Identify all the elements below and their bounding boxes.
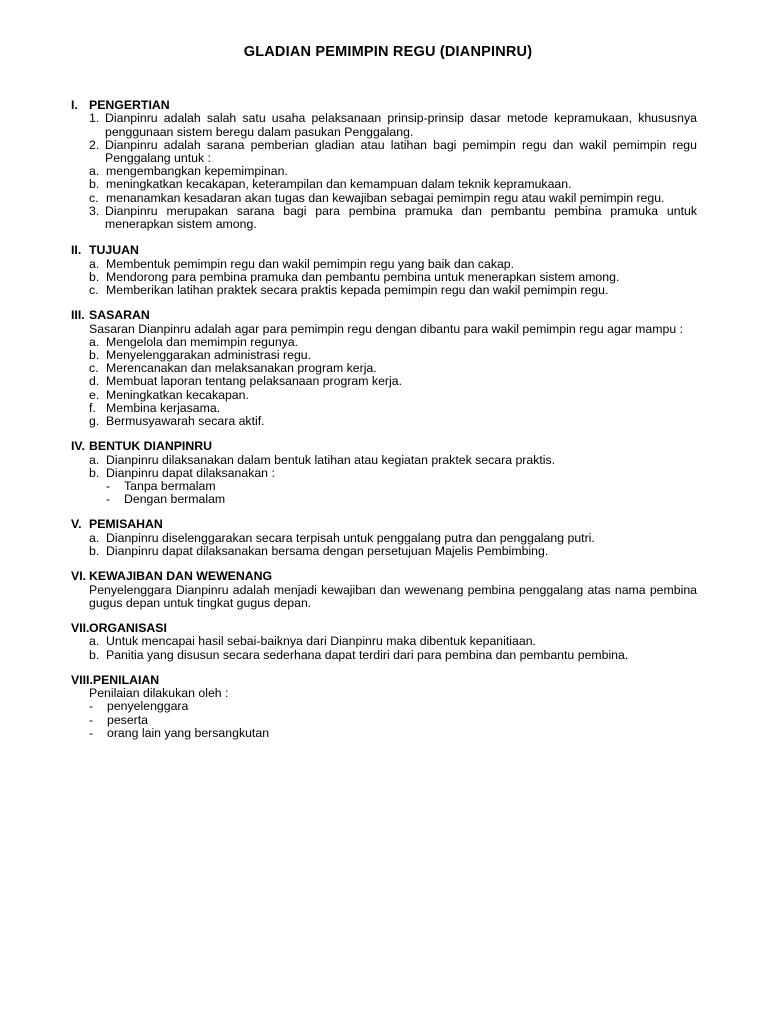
list-text: Dianpinru diselenggarakan secara terpisah untuk penggalang putra dan penggalang putri. bbox=[106, 530, 595, 545]
list-text: Panitia yang disusun secara sederhana dapat terdiri dari para pembina dan pembantu pembina. bbox=[106, 647, 629, 662]
list-text: orang lain yang bersangkutan bbox=[107, 725, 270, 740]
section-pemisahan bbox=[71, 518, 697, 558]
list-item bbox=[71, 649, 697, 662]
list-marker: c. bbox=[89, 283, 99, 298]
list-item bbox=[71, 205, 697, 231]
section-title: BENTUK DIANPINRU bbox=[89, 439, 212, 454]
list-text: Mengelola dan memimpin regunya. bbox=[106, 334, 299, 349]
list-item bbox=[71, 139, 697, 165]
list-marker: - bbox=[106, 492, 111, 507]
list-marker: c. bbox=[89, 361, 99, 376]
section-number: VII. bbox=[71, 621, 90, 636]
section-title: ORGANISASI bbox=[89, 621, 167, 636]
section-heading bbox=[71, 440, 697, 453]
list-marker: a. bbox=[89, 334, 100, 349]
section-heading bbox=[71, 244, 697, 257]
list-text: Dianpinru adalah salah satu usaha pelaksanaan prinsip-prinsip dasar metode kepramukaan, khususnya penggunaan sistem beregu dalam pasukan Penggalang. bbox=[105, 111, 697, 139]
list-text: Dianpinru adalah sarana pemberian gladian atau latihan bagi pemimpin regu dan wakil pemimpin regu Penggalang untuk : bbox=[105, 137, 697, 165]
list-item bbox=[71, 258, 697, 271]
section-number: IV. bbox=[71, 439, 85, 454]
list-text: Dengan bermalam bbox=[124, 492, 226, 507]
section-title: PENGERTIAN bbox=[89, 98, 170, 112]
section-number: V. bbox=[71, 517, 82, 532]
list-text: Tanpa bermalam bbox=[124, 479, 216, 494]
document-page bbox=[71, 0, 697, 740]
list-item bbox=[71, 415, 697, 428]
section-heading bbox=[71, 622, 697, 635]
list-item bbox=[71, 112, 697, 138]
list-marker: a. bbox=[89, 164, 100, 179]
list-marker: - bbox=[89, 699, 94, 714]
section-heading bbox=[71, 570, 697, 583]
list-marker: - bbox=[106, 479, 111, 494]
list-marker: b. bbox=[89, 177, 100, 192]
list-text: Meningkatkan kecakapan. bbox=[106, 387, 249, 402]
list-marker: - bbox=[89, 712, 94, 727]
section-number: VI. bbox=[71, 569, 87, 584]
document-title: GLADIAN PEMIMPIN REGU (DIANPINRU) bbox=[243, 44, 533, 60]
list-marker: b. bbox=[89, 465, 100, 480]
list-marker: f. bbox=[89, 400, 96, 415]
list-text: Dianpinru dilaksanakan dalam bentuk latihan atau kegiatan praktek secara praktis. bbox=[106, 452, 556, 467]
list-text: peserta bbox=[107, 712, 149, 727]
list-text: Bermusyawarah secara aktif. bbox=[106, 414, 265, 429]
list-marker: 3. bbox=[89, 203, 100, 218]
list-item bbox=[71, 727, 697, 740]
list-text: Mendorong para pembina pramuka dan pembantu pembina untuk menerapkan sistem among. bbox=[106, 269, 620, 284]
section-intro: Sasaran Dianpinru adalah agar para pemimpin regu dengan dibantu para wakil pemimpin regu agar mampu : bbox=[89, 321, 684, 336]
list-marker: b. bbox=[89, 269, 100, 284]
list-text: Dianpinru dapat dilaksanakan : bbox=[106, 465, 275, 480]
list-marker: a. bbox=[89, 256, 100, 271]
list-item bbox=[71, 635, 697, 648]
list-marker: - bbox=[89, 725, 94, 740]
section-pengertian bbox=[71, 99, 697, 231]
list-marker: a. bbox=[89, 530, 100, 545]
section-title: PEMISAHAN bbox=[89, 517, 163, 532]
section-heading bbox=[71, 518, 697, 531]
list-text: Untuk mencapai hasil sebai-baiknya dari Dianpinru maka dibentuk kepanitiaan. bbox=[106, 634, 536, 649]
list-marker: d. bbox=[89, 374, 100, 389]
list-item bbox=[71, 454, 697, 467]
list-marker: b. bbox=[89, 544, 100, 559]
list-text: mengembangkan kepemimpinan. bbox=[106, 164, 288, 179]
list-text: Merencanakan dan melaksanakan program kerja. bbox=[106, 361, 377, 376]
section-intro: Penyelenggara Dianpinru adalah menjadi kewajiban dan wewenang pembina penggalang atas nama pembina gugus depan untuk tingkat gugus depan. bbox=[89, 582, 697, 610]
list-marker: b. bbox=[89, 348, 100, 363]
list-text: Membina kerjasama. bbox=[106, 400, 221, 415]
section-sasaran bbox=[71, 309, 697, 428]
list-text: Dianpinru dapat dilaksanakan bersama dengan persetujuan Majelis Pembimbing. bbox=[106, 544, 549, 559]
list-item bbox=[71, 178, 697, 191]
section-tujuan bbox=[71, 244, 697, 297]
section-title: KEWAJIBAN DAN WEWENANG bbox=[89, 569, 273, 584]
section-title: TUJUAN bbox=[89, 243, 139, 258]
list-marker: 2. bbox=[89, 137, 100, 152]
list-item bbox=[71, 545, 697, 558]
list-item bbox=[71, 700, 697, 713]
list-text: Menyelenggarakan administrasi regu. bbox=[106, 348, 312, 363]
list-text: Membuat laporan tentang pelaksanaan program kerja. bbox=[106, 374, 402, 389]
list-marker: g. bbox=[89, 414, 100, 429]
section-number: I. bbox=[71, 98, 78, 112]
list-item bbox=[71, 284, 697, 297]
list-item bbox=[71, 192, 697, 205]
section-bentuk-dianpinru bbox=[71, 440, 697, 506]
list-text: Membentuk pemimpin regu dan wakil pemimpin regu yang baik dan cakap. bbox=[106, 256, 515, 271]
section-organisasi bbox=[71, 622, 697, 662]
section-penilaian bbox=[71, 674, 697, 740]
list-text: penyelenggara bbox=[107, 699, 189, 714]
section-heading bbox=[71, 674, 697, 687]
list-marker: 1. bbox=[89, 111, 100, 126]
list-marker: a. bbox=[89, 634, 100, 649]
list-item bbox=[71, 493, 697, 506]
list-marker: a. bbox=[89, 452, 100, 467]
list-text: meningkatkan kecakapan, keterampilan dan kemampuan dalam teknik kepramukaan. bbox=[106, 177, 572, 192]
section-title: PENILAIAN bbox=[92, 672, 160, 687]
list-marker: c. bbox=[89, 190, 99, 205]
list-marker: e. bbox=[89, 387, 100, 402]
section-intro: Penilaian dilakukan oleh : bbox=[89, 686, 229, 701]
list-item bbox=[71, 714, 697, 727]
list-text: Memberikan latihan praktek secara praktis kepada pemimpin regu dan wakil pemimpin regu. bbox=[106, 283, 609, 298]
section-number: II. bbox=[71, 243, 82, 258]
list-item bbox=[71, 375, 697, 388]
list-text: menanamkan kesadaran akan tugas dan kewajiban sebagai pemimpin regu atau wakil pemimpin regu. bbox=[106, 190, 665, 205]
list-text: Dianpinru merupakan sarana bagi para pembina pramuka dan pembantu pembina pramuka untuk menerapkan sistem among. bbox=[105, 203, 697, 232]
section-heading bbox=[71, 309, 697, 322]
list-item bbox=[71, 389, 697, 402]
section-heading bbox=[71, 99, 697, 112]
section-number: VIII. bbox=[71, 672, 93, 687]
section-number: III. bbox=[71, 308, 85, 323]
section-title: SASARAN bbox=[89, 308, 150, 323]
section-kewajiban-dan-wewenang bbox=[71, 570, 697, 610]
list-marker: b. bbox=[89, 647, 100, 662]
